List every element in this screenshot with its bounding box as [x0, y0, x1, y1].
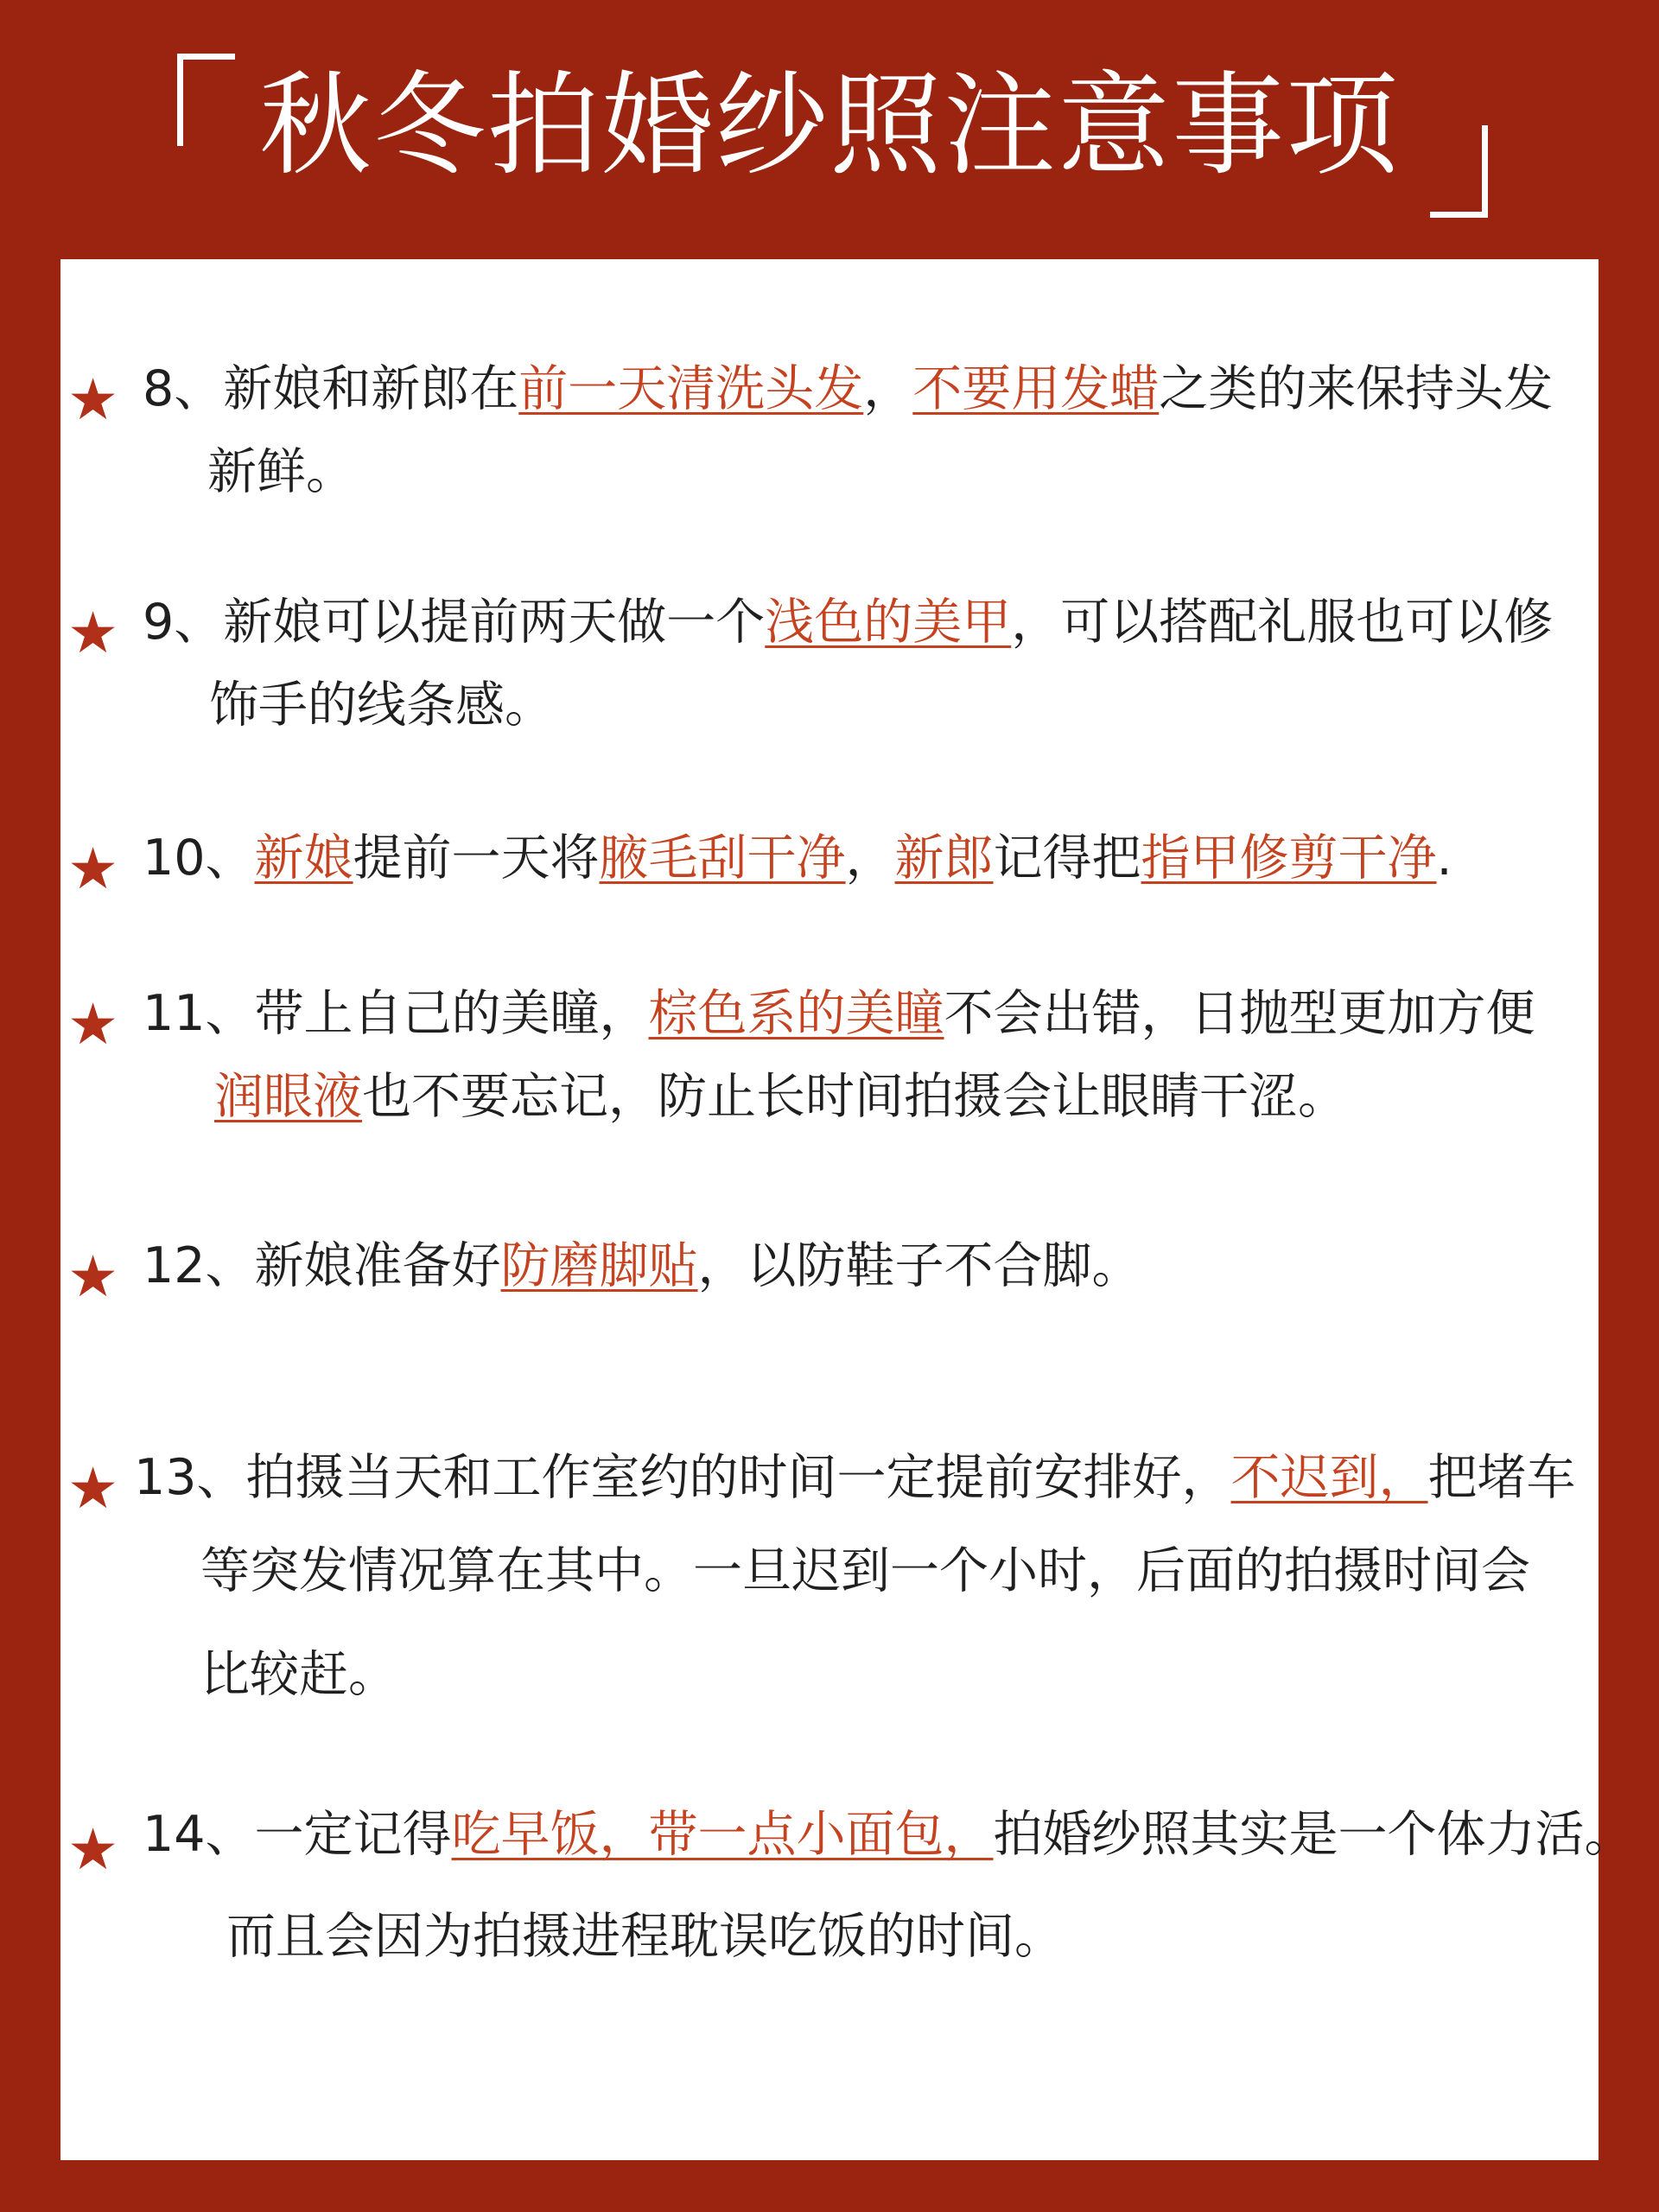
header — [0, 0, 1659, 259]
star-icon: ★ — [67, 1243, 119, 1310]
text-segment: ， — [845, 830, 895, 887]
item-line — [143, 828, 1452, 888]
text-segment: 10、 — [143, 830, 255, 887]
text-segment: 新鲜。 — [207, 443, 355, 500]
highlighted-phrase: 腋毛刮干净 — [599, 830, 846, 887]
page-title: 秋冬拍婚纱照注意事项 — [258, 60, 1400, 191]
text-segment: 14、一定记得 — [143, 1806, 452, 1863]
item-line — [143, 359, 1553, 419]
highlighted-phrase: 不迟到， — [1230, 1449, 1428, 1506]
text-segment: 提前一天将 — [353, 830, 600, 887]
star-icon: ★ — [67, 366, 119, 433]
highlighted-phrase: 防磨脚贴 — [500, 1237, 698, 1294]
text-segment: 9、新娘可以提前两天做一个 — [143, 594, 766, 651]
text-segment: 而且会因为拍摄进程耽误吃饭的时间。 — [226, 1908, 1064, 1965]
list-item — [60, 359, 1599, 618]
item-line — [143, 1804, 1634, 1865]
star-icon: ★ — [67, 1816, 119, 1883]
highlighted-phrase: 前一天清洗头发 — [518, 360, 864, 417]
text-segment: 8、新娘和新郎在 — [143, 360, 519, 417]
text-segment: 11、带上自己的美瞳， — [143, 985, 649, 1042]
text-segment: 拍婚纱照其实是一个体力活。 — [993, 1806, 1634, 1863]
highlighted-phrase: 指甲修剪干净 — [1141, 830, 1437, 887]
text-segment: ，可以搭配礼服也可以修 — [1011, 594, 1554, 651]
highlighted-phrase: 棕色系的美瞳 — [648, 985, 944, 1042]
highlighted-phrase: 新娘 — [254, 830, 353, 887]
text-segment: 13、拍摄当天和工作室约的时间一定提前安排好， — [134, 1449, 1231, 1506]
list-item — [60, 592, 1599, 851]
text-segment: 比较赶。 — [200, 1646, 397, 1703]
item-line — [143, 592, 1553, 652]
content-panel — [60, 259, 1634, 2160]
text-segment: . — [1436, 830, 1452, 887]
text-segment: 饰手的线条感。 — [209, 677, 554, 734]
text-segment: 之类的来保持头发 — [1159, 360, 1554, 417]
text-segment: 等突发情况算在其中。一旦迟到一个小时，后面的拍摄时间会 — [200, 1542, 1530, 1599]
text-segment: 记得把 — [993, 830, 1141, 887]
item-line — [134, 1447, 1576, 1508]
highlighted-phrase: 润眼液 — [214, 1068, 362, 1125]
list-item — [60, 983, 1599, 1243]
item-line — [143, 983, 1535, 1044]
list-item — [60, 1804, 1634, 2063]
item-line — [143, 1236, 1141, 1296]
star-icon: ★ — [67, 991, 119, 1058]
item-line — [200, 1644, 397, 1705]
text-segment: 也不要忘记，防止长时间拍摄会让眼睛干涩。 — [362, 1068, 1347, 1125]
text-segment: 把堵车 — [1427, 1449, 1576, 1506]
item-line — [226, 1906, 1064, 1967]
item-line — [214, 1066, 1347, 1127]
highlighted-phrase: 浅色的美甲 — [765, 594, 1012, 651]
star-icon: ★ — [67, 1455, 119, 1522]
title-bracket-close — [1430, 125, 1488, 218]
text-segment: 12、新娘准备好 — [143, 1237, 501, 1294]
item-line — [207, 442, 355, 502]
highlighted-phrase: 吃早饭，带一点小面包， — [451, 1806, 994, 1863]
list-item — [60, 1447, 1599, 1707]
star-icon: ★ — [67, 600, 119, 666]
highlighted-phrase: 不要用发蜡 — [912, 360, 1160, 417]
item-line — [200, 1541, 1530, 1601]
text-segment: 不会出错，日抛型更加方便 — [944, 985, 1535, 1042]
star-icon: ★ — [67, 836, 119, 902]
item-line — [209, 675, 554, 735]
text-segment: ，以防鞋子不合脚。 — [697, 1237, 1141, 1294]
highlighted-phrase: 新郎 — [894, 830, 994, 887]
text-segment: ， — [863, 360, 913, 417]
